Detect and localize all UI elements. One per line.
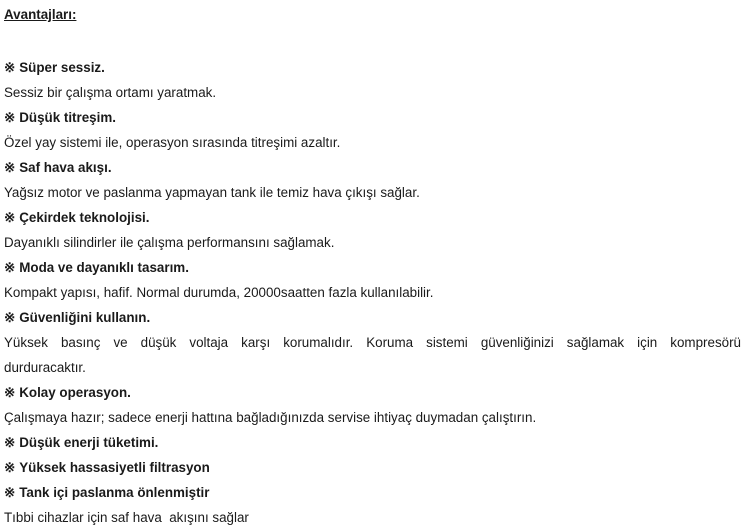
feature-heading-text: Süper sessiz.	[19, 60, 105, 75]
reference-mark-icon: ※	[4, 460, 16, 475]
feature-heading-text: Güvenliğini kullanın.	[19, 310, 151, 325]
feature-description: Yağsız motor ve paslanma yapmayan tank ile temiz hava çıkışı sağlar.	[4, 185, 420, 200]
feature-heading-rust-prevention	[4, 480, 741, 505]
feature-heading-text: Çekirdek teknolojisi.	[19, 210, 150, 225]
feature-description: Çalışmaya hazır; sadece enerji hattına bağladığınızda servise ihtiyaç duymadan çalıştırın.	[4, 410, 537, 425]
feature-heading-high-precision-filtration	[4, 455, 741, 480]
feature-heading-low-energy	[4, 430, 741, 455]
feature-heading-durable-design	[4, 255, 741, 280]
reference-mark-icon: ※	[4, 485, 16, 500]
reference-mark-icon: ※	[4, 260, 16, 275]
feature-heading-text: Yüksek hassasiyetli filtrasyon	[19, 460, 210, 475]
feature-heading-text: Tank içi paslanma önlenmiştir	[19, 485, 210, 500]
feature-description: Kompakt yapısı, hafif. Normal durumda, 20000saatten fazla kullanılabilir.	[4, 285, 434, 300]
feature-heading-text: Düşük titreşim.	[19, 110, 116, 125]
feature-description: Dayanıklı silindirler ile çalışma performansını sağlamak.	[4, 235, 335, 250]
feature-heading-text: Saf hava akışı.	[19, 160, 112, 175]
feature-description: Sessiz bir çalışma ortamı yaratmak.	[4, 85, 217, 100]
reference-mark-icon: ※	[4, 435, 16, 450]
reference-mark-icon: ※	[4, 210, 16, 225]
feature-heading-text: Kolay operasyon.	[19, 385, 131, 400]
page-title: Avantajları:	[4, 7, 77, 22]
reference-mark-icon: ※	[4, 160, 16, 175]
feature-description: Tıbbi cihazlar için saf hava akışını sağlar	[4, 510, 249, 525]
feature-heading-core-technology	[4, 205, 741, 230]
feature-heading-text: Moda ve dayanıklı tasarım.	[19, 260, 189, 275]
feature-heading-low-vibration	[4, 105, 741, 130]
feature-heading-super-quiet	[4, 55, 741, 80]
reference-mark-icon: ※	[4, 60, 16, 75]
reference-mark-icon: ※	[4, 310, 16, 325]
feature-description: Özel yay sistemi ile, operasyon sırasında titreşimi azaltır.	[4, 135, 341, 150]
reference-mark-icon: ※	[4, 385, 16, 400]
feature-heading-pure-air-flow	[4, 155, 741, 180]
feature-description: Yüksek basınç ve düşük voltaja karşı korumalıdır. Koruma sistemi güvenliğinizi sağlamak için kompresörü	[4, 335, 741, 350]
spacer	[4, 25, 741, 55]
feature-heading-text: Düşük enerji tüketimi.	[19, 435, 159, 450]
feature-heading-easy-operation	[4, 380, 741, 405]
feature-heading-safety	[4, 305, 741, 330]
feature-description-continued: durduracaktır.	[4, 360, 86, 375]
reference-mark-icon: ※	[4, 110, 16, 125]
